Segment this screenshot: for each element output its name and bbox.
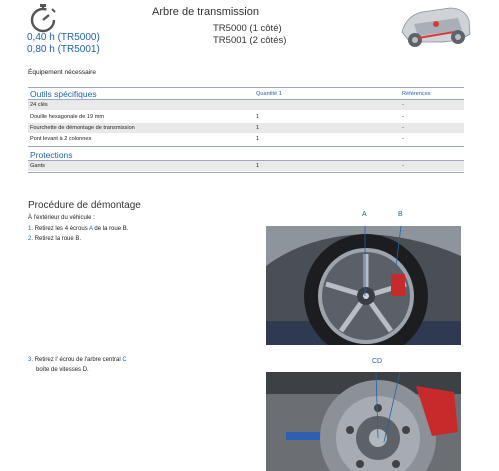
tool-ref: - [402,125,404,131]
col-qty-header: Quantité 1 [256,91,282,97]
variant-2: TR5001 (2 côtés) [213,35,287,46]
step-text: Retirez les 4 écrous [34,226,90,232]
equipment-heading: Équipement nécessaire [28,69,96,76]
table-row [28,161,464,171]
table-row [28,134,464,144]
car-underbody-illustration [398,2,473,50]
protection-qty: 1 [256,163,260,169]
variant-1: TR5000 (1 côté) [213,23,282,34]
step-ref: A [89,226,93,232]
tool-qty: 1 [256,136,260,142]
page-title: Arbre de transmission [152,6,259,18]
callout-label-a: A [362,211,367,218]
step-number: 2. [28,236,34,242]
table-divider [28,146,464,147]
wheel-photo [266,226,461,345]
table-bottom-rule [28,172,464,173]
hub-photo [266,372,461,471]
step-number: 3. [28,357,34,363]
protection-name: Gants [30,163,45,169]
protections-heading: Protections [30,150,73,160]
step-3 [28,356,127,364]
step-number: 1. [28,226,34,232]
stopwatch-icon [29,3,57,33]
tool-qty: 1 [256,125,260,131]
time-estimate-2: 0,80 h (TR5001) [27,44,100,55]
step-text: Retirez l' écrou de l'arbre central [34,357,123,363]
col-ref-header: Références [402,91,431,97]
time-estimate-1: 0,40 h (TR5000) [27,32,100,43]
step-1 [28,225,128,233]
tool-qty: 1 [256,114,260,120]
step-text: Retirez la roue B. [34,236,82,242]
step-text-end: de la roue B. [92,226,129,232]
step-2 [28,235,81,243]
tool-ref: - [402,102,404,108]
step-3-continued: boîte de vitesses D. [36,367,89,373]
table-row [28,123,464,133]
callout-label-b: B [398,211,403,218]
protection-ref: - [402,163,404,169]
col-tools-header: Outils spécifiques [30,89,97,99]
procedure-intro: À l'extérieur du véhicule : [28,215,95,221]
tool-name: Fourchette de démontage de transmission [30,125,135,131]
table-top-rule [28,87,464,88]
tool-ref: - [402,114,404,120]
tool-ref: - [402,136,404,142]
table-row [28,112,464,122]
step-ref: C [122,357,127,363]
tool-name: 24 clés [30,102,48,108]
callout-label-cd: CD [372,358,383,365]
table-row [28,100,464,110]
procedure-heading: Procédure de démontage [28,200,141,211]
tool-name: Pont levant à 2 colonnes [30,136,92,142]
tool-name: Douille hexagonale de 19 mm [30,114,105,120]
